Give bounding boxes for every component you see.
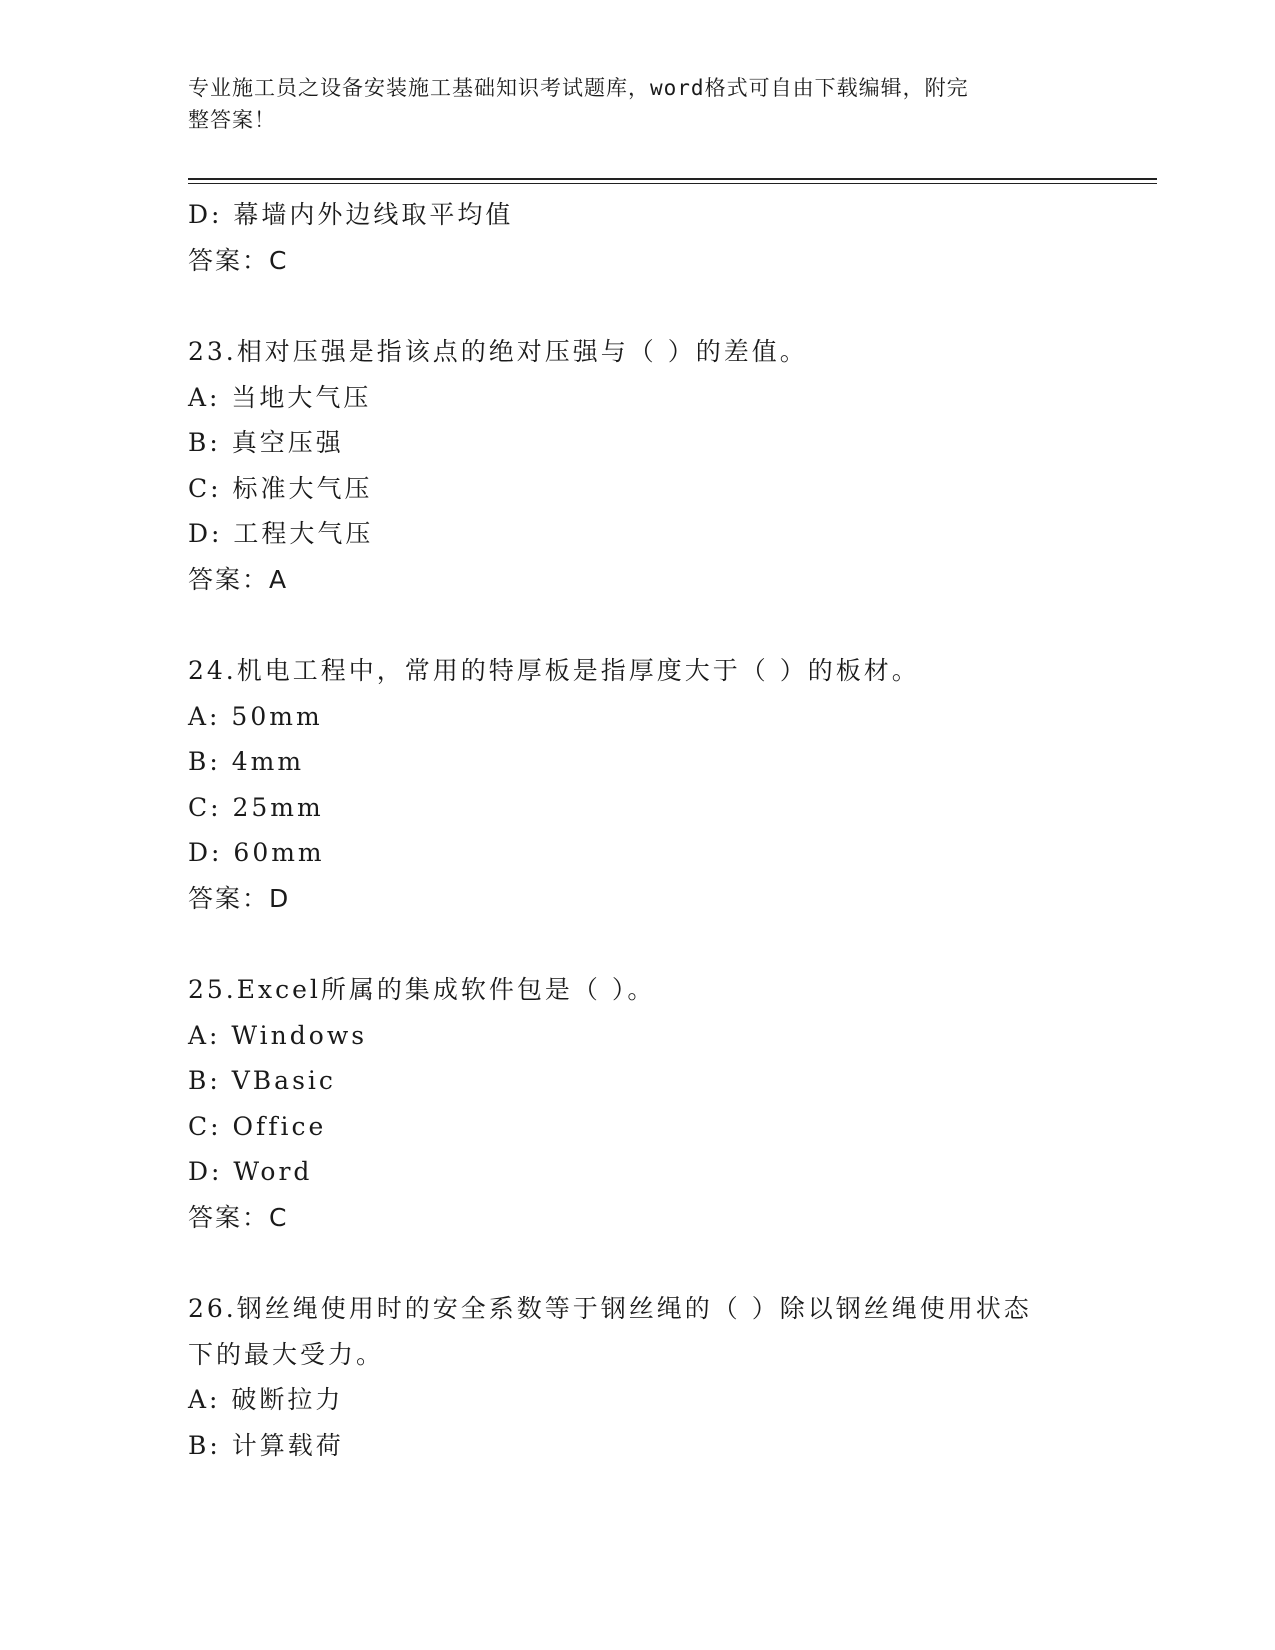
header-divider-thick bbox=[188, 178, 1157, 180]
spacer bbox=[188, 1240, 1148, 1286]
question-23 bbox=[188, 329, 1148, 602]
header-divider-thin bbox=[188, 183, 1157, 184]
question-stem-line-2: 下的最大受力。 bbox=[188, 1339, 385, 1369]
option-c: C: 标准大气压 bbox=[188, 473, 373, 503]
header-title-line-1: 专业施工员之设备安装施工基础知识考试题库，word格式可自由下载编辑，附完 bbox=[188, 76, 969, 100]
option-d: D: Word bbox=[188, 1157, 313, 1186]
question-26 bbox=[188, 1286, 1148, 1468]
question-stem-line-1: 26.钢丝绳使用时的安全系数等于钢丝绳的（ ）除以钢丝绳使用状态 bbox=[188, 1294, 1032, 1323]
answer-line: 答案：D bbox=[188, 883, 291, 913]
option-a: A: 当地大气压 bbox=[188, 382, 372, 412]
spacer bbox=[188, 602, 1148, 648]
option-d: D: 60mm bbox=[188, 838, 325, 867]
option-d: D: 幕墙内外边线取平均值 bbox=[188, 200, 514, 229]
option-a: A: 50mm bbox=[188, 701, 323, 731]
question-stem: 24.机电工程中，常用的特厚板是指厚度大于（ ）的板材。 bbox=[188, 656, 920, 685]
header-title-line-2: 整答案！ bbox=[188, 108, 276, 132]
question-25 bbox=[188, 967, 1148, 1240]
question-list bbox=[188, 192, 1148, 1468]
option-a: A: 破断拉力 bbox=[188, 1385, 344, 1414]
document-header bbox=[188, 72, 1068, 136]
option-b: B: 4mm bbox=[188, 747, 305, 776]
option-c: C: 25mm bbox=[188, 792, 324, 822]
option-c: C: Office bbox=[188, 1111, 327, 1141]
spacer bbox=[188, 283, 1148, 329]
answer-line: 答案：A bbox=[188, 564, 289, 594]
answer-line: 答案：C bbox=[188, 245, 289, 275]
answer-line: 答案：C bbox=[188, 1202, 289, 1232]
question-stem: 23.相对压强是指该点的绝对压强与（ ）的差值。 bbox=[188, 337, 808, 366]
option-a: A: Windows bbox=[188, 1020, 368, 1050]
spacer bbox=[188, 921, 1148, 967]
question-24 bbox=[188, 648, 1148, 921]
option-b: B: 计算载荷 bbox=[188, 1430, 344, 1460]
option-b: B: 真空压强 bbox=[188, 428, 344, 457]
option-d: D: 工程大气压 bbox=[188, 519, 374, 548]
question-stem: 25.Excel所属的集成软件包是（ ）。 bbox=[188, 975, 656, 1004]
option-b: B: VBasic bbox=[188, 1066, 336, 1095]
